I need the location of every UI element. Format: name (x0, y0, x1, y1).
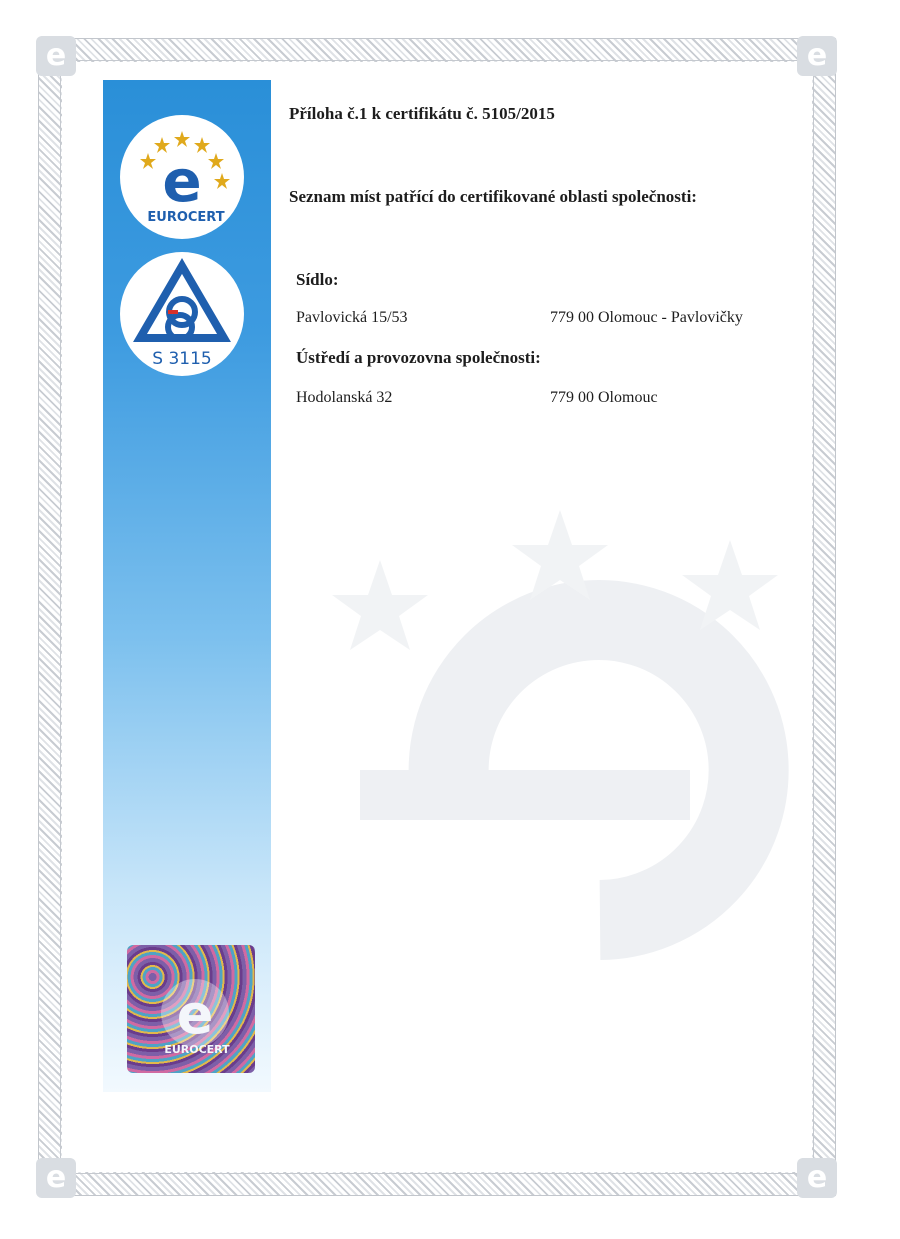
list-title: Seznam míst patřící do certifikované oblasti společnosti: (289, 187, 697, 206)
eurocert-logo (120, 115, 244, 239)
headquarters-street: Hodolanská 32 (296, 389, 393, 406)
corner-eurocert-icon: e (36, 36, 76, 76)
hologram-letter: e (176, 983, 214, 1046)
appendix-title: Příloha č.1 k certifikátu č. 5105/2015 (289, 104, 555, 123)
hologram-text: EUROCERT (164, 1043, 230, 1056)
corner-eurocert-icon: e (797, 36, 837, 76)
eurocert-logo-letter: e (162, 147, 202, 215)
corner-eurocert-icon: e (797, 1158, 837, 1198)
section-heading-seat: Sídlo: (296, 270, 339, 289)
corner-eurocert-icon: e (36, 1158, 76, 1198)
s3115-logo-text: S 3115 (152, 349, 212, 369)
s3115-logo (120, 252, 244, 376)
section-heading-headquarters: Ústředí a provozovna společnosti: (296, 348, 541, 367)
eurocert-watermark (300, 500, 820, 1060)
hologram-seal (127, 945, 255, 1073)
headquarters-city: 779 00 Olomouc (550, 389, 658, 406)
eurocert-logo-text: EUROCERT (147, 210, 225, 225)
seat-city: 779 00 Olomouc - Pavlovičky (550, 309, 743, 326)
seat-street: Pavlovická 15/53 (296, 309, 408, 326)
